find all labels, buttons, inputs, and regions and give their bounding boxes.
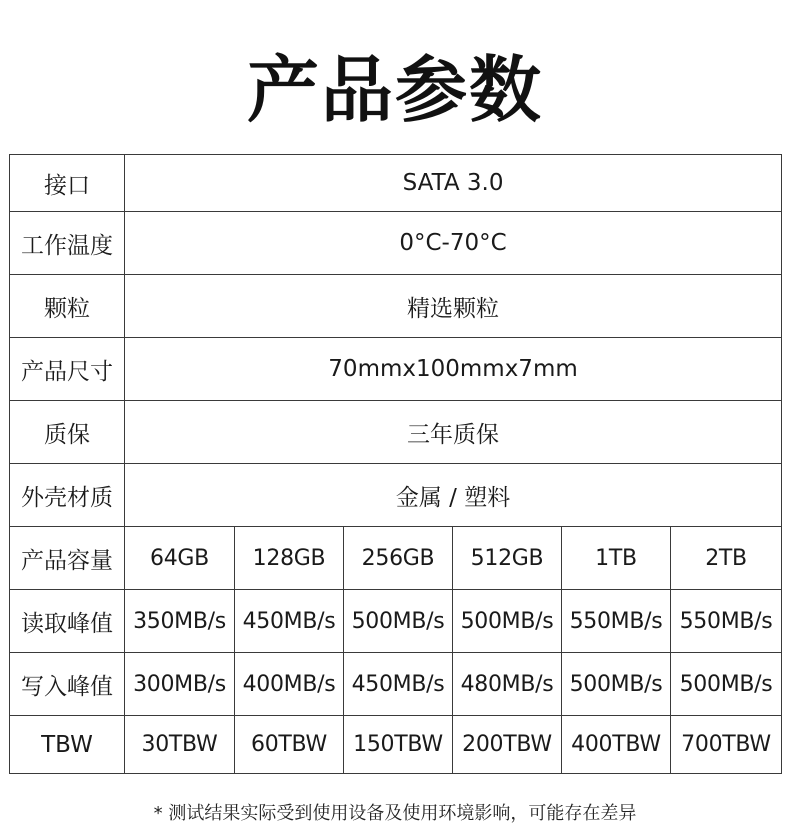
spec-row-write-speed — [10, 653, 782, 716]
write-speed-cell: 300MB/s — [125, 653, 235, 716]
write-speed-cell: 480MB/s — [453, 653, 562, 716]
tbw-cell: 200TBW — [453, 716, 562, 774]
row-label: 工作温度 — [10, 212, 125, 275]
row-label: 颗粒 — [10, 275, 125, 338]
row-value: 0°C-70°C — [125, 212, 782, 275]
row-label: 接口 — [10, 155, 125, 212]
tbw-cell: 60TBW — [235, 716, 344, 774]
spec-row-chip — [10, 275, 782, 338]
capacity-cell: 256GB — [344, 527, 453, 590]
spec-row-interface — [10, 155, 782, 212]
capacity-cell: 512GB — [453, 527, 562, 590]
capacity-cell: 64GB — [125, 527, 235, 590]
row-label: 产品容量 — [10, 527, 125, 590]
capacity-cell: 2TB — [671, 527, 782, 590]
spec-row-capacity — [10, 527, 782, 590]
spec-row-temperature — [10, 212, 782, 275]
row-value: 三年质保 — [125, 401, 782, 464]
spec-row-read-speed — [10, 590, 782, 653]
row-label: 外壳材质 — [10, 464, 125, 527]
read-speed-cell: 550MB/s — [562, 590, 671, 653]
write-speed-cell: 400MB/s — [235, 653, 344, 716]
capacity-cell: 128GB — [235, 527, 344, 590]
tbw-cell: 700TBW — [671, 716, 782, 774]
read-speed-cell: 350MB/s — [125, 590, 235, 653]
row-label: 写入峰值 — [10, 653, 125, 716]
row-label: 产品尺寸 — [10, 338, 125, 401]
write-speed-cell: 450MB/s — [344, 653, 453, 716]
row-label: 质保 — [10, 401, 125, 464]
tbw-cell: 30TBW — [125, 716, 235, 774]
row-value: 金属 / 塑料 — [125, 464, 782, 527]
row-value: 精选颗粒 — [125, 275, 782, 338]
spec-row-warranty — [10, 401, 782, 464]
write-speed-cell: 500MB/s — [562, 653, 671, 716]
row-label: 读取峰值 — [10, 590, 125, 653]
row-label: TBW — [10, 716, 125, 774]
tbw-cell: 150TBW — [344, 716, 453, 774]
row-value: SATA 3.0 — [125, 155, 782, 212]
spec-row-shell-material — [10, 464, 782, 527]
read-speed-cell: 500MB/s — [453, 590, 562, 653]
read-speed-cell: 500MB/s — [344, 590, 453, 653]
tbw-cell: 400TBW — [562, 716, 671, 774]
row-value: 70mmx100mmx7mm — [125, 338, 782, 401]
disclaimer-footnote: * 测试结果实际受到使用设备及使用环境影响，可能存在差异 — [153, 803, 637, 824]
spec-row-tbw — [10, 716, 782, 774]
capacity-cell: 1TB — [562, 527, 671, 590]
read-speed-cell: 450MB/s — [235, 590, 344, 653]
spec-row-dimensions — [10, 338, 782, 401]
spec-table — [9, 154, 782, 774]
read-speed-cell: 550MB/s — [671, 590, 782, 653]
write-speed-cell: 500MB/s — [671, 653, 782, 716]
page-title: 产品参数 — [246, 48, 543, 132]
